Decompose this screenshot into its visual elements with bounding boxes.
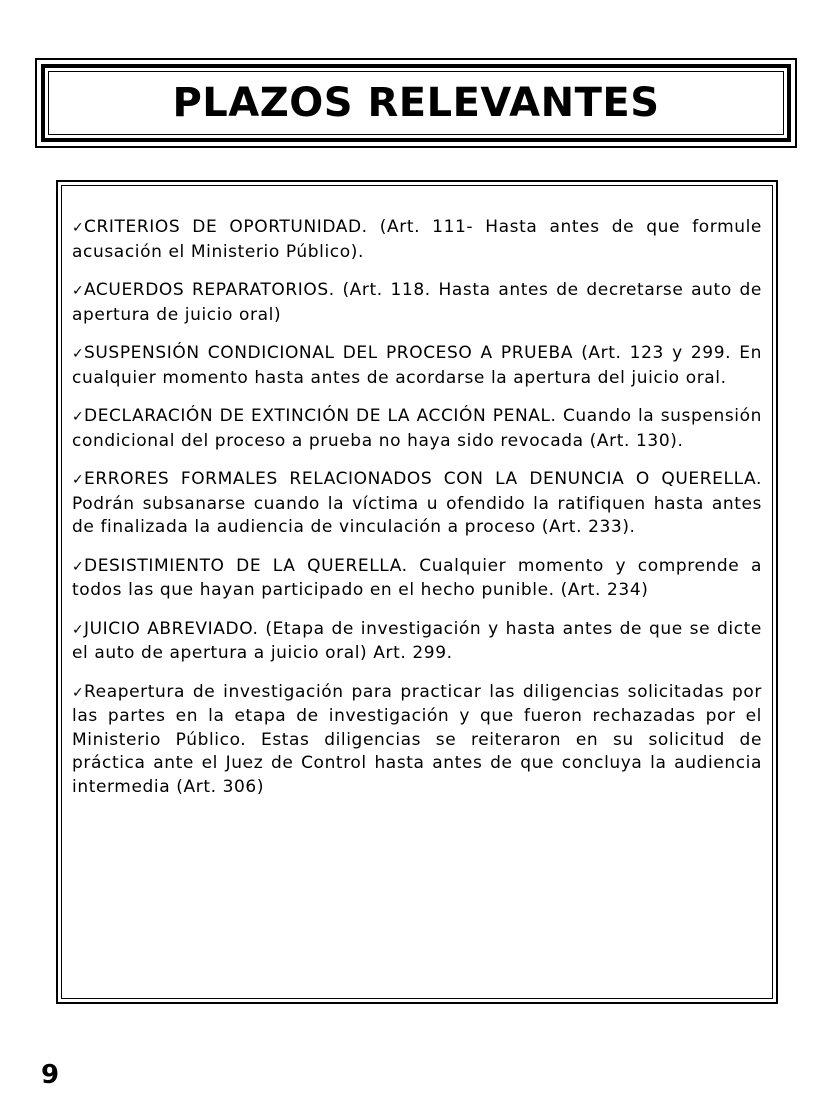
list-item-text: Reapertura de investigación para practicar las diligencias solicitadas por las partes en la etapa de investigación y que fueron rechazadas por el Ministerio Público. Estas diligencias se reiteraron en su solicitud de práctica ante el Juez de Control hasta antes de que concluya la audiencia intermedia (Art. 306) bbox=[72, 681, 762, 797]
list-item bbox=[72, 555, 762, 603]
list-item bbox=[72, 468, 762, 540]
check-icon: ✓ bbox=[72, 558, 85, 575]
page-number: 9 bbox=[41, 1060, 60, 1090]
list-item-text: JUICIO ABREVIADO. (Etapa de investigación y hasta antes de que se dicte el auto de apertura a juicio oral) Art. 299. bbox=[72, 618, 762, 663]
content-frame-inner bbox=[61, 185, 773, 999]
title-frame-inner bbox=[41, 64, 791, 142]
list-item-text: CRITERIOS DE OPORTUNIDAD. (Art. 111- Hasta antes de que formule acusación el Ministerio Público). bbox=[72, 217, 762, 262]
title-frame bbox=[35, 58, 797, 148]
check-icon: ✓ bbox=[72, 409, 85, 425]
check-icon: ✓ bbox=[72, 472, 85, 488]
list-item-text: ACUERDOS REPARATORIOS. (Art. 118. Hasta antes de decretarse auto de apertura de juicio oral) bbox=[72, 280, 762, 325]
check-icon: ✓ bbox=[72, 621, 85, 638]
check-icon: ✓ bbox=[72, 684, 85, 701]
list-item bbox=[72, 405, 762, 453]
list-item bbox=[72, 618, 762, 666]
list-item-text: DESISTIMIENTO DE LA QUERELLA. Cualquier momento y comprende a todos las que hayan participado en el hecho punible. (Art. 234) bbox=[72, 555, 762, 600]
list-item-text: ERRORES FORMALES RELACIONADOS CON LA DENUNCIA O QUERELLA. Podrán subsanarse cuando la víctima u ofendido la ratifiquen hasta antes de finalizada la audiencia de vinculación a proceso (Art. 233). bbox=[72, 469, 762, 537]
check-icon: ✓ bbox=[72, 220, 85, 236]
title-frame-core bbox=[48, 71, 784, 135]
check-icon: ✓ bbox=[72, 346, 85, 362]
content-frame bbox=[56, 180, 778, 1004]
list-item bbox=[72, 681, 762, 800]
list-item bbox=[72, 279, 762, 327]
check-icon: ✓ bbox=[72, 283, 85, 299]
list-item-text: DECLARACIÓN DE EXTINCIÓN DE LA ACCIÓN PENAL. Cuando la suspensión condicional del proceso a prueba no haya sido revocada (Art. 130). bbox=[72, 406, 762, 451]
list-item bbox=[72, 342, 762, 390]
list-item-text: SUSPENSIÓN CONDICIONAL DEL PROCESO A PRUEBA (Art. 123 y 299. En cualquier momento hasta antes de acordarse la apertura del juicio oral. bbox=[72, 343, 762, 388]
page-title: PLAZOS RELEVANTES bbox=[172, 80, 660, 126]
list-item bbox=[72, 216, 762, 264]
